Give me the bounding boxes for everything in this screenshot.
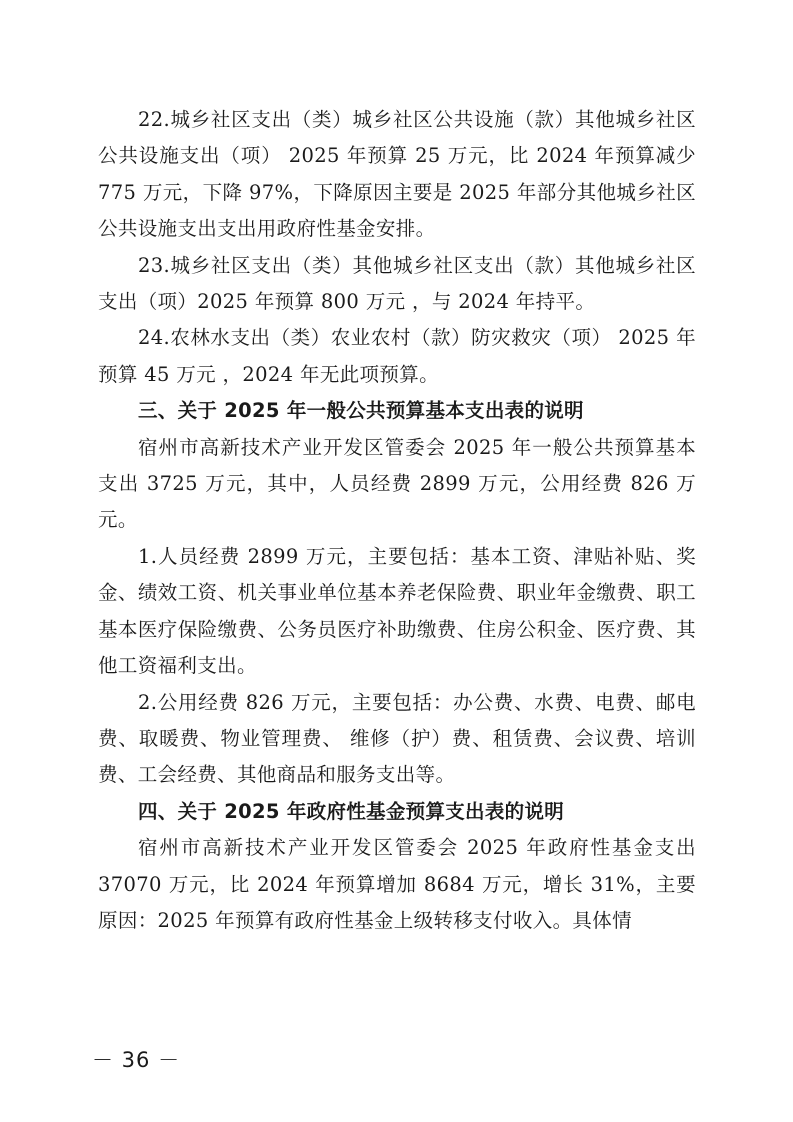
paragraph-22: 22.城乡社区支出（类）城乡社区公共设施（款）其他城乡社区公共设施支出（项） 2025 年预算 25 万元，比 2024 年预算减少 775 万元，下降 97%，下降原因主要是 2025 年部分其他城乡社区公共设施支出支出用政府性基金安排。 xyxy=(98,108,696,241)
paragraph-basic-expenditure: 宿州市高新技术产业开发区管委会 2025 年一般公共预算基本支出 3725 万元，其中，人员经费 2899 万元，公用经费 826 万元。 xyxy=(98,435,696,532)
paragraph-public-expenses: 2.公用经费 826 万元，主要包括：办公费、水费、电费、邮电费、取暖费、物业管理费、 维修（护）费、租赁费、会议费、培训费、工会经费、其他商品和服务支出等。 xyxy=(98,690,696,787)
section-heading-3: 三、关于 2025 年一般公共预算基本支出表的说明 xyxy=(138,399,584,423)
page-number: － 36 － xyxy=(92,1048,181,1072)
document-body xyxy=(98,102,696,939)
paragraph-24: 24.农林水支出（类）农业农村（款）防灾救灾（项） 2025 年预算 45 万元 ，2024 年无此项预算。 xyxy=(98,326,696,386)
paragraph-personnel-expenses: 1.人员经费 2899 万元，主要包括：基本工资、津贴补贴、奖金、绩效工资、机关事业单位基本养老保险费、职业年金缴费、职工基本医疗保险缴费、公务员医疗补助缴费、住房公积金、医疗费、其他工资福利支出。 xyxy=(98,544,696,678)
paragraph-23: 23.城乡社区支出（类）其他城乡社区支出（款）其他城乡社区支出（项）2025 年预算 800 万元 ，与 2024 年持平。 xyxy=(98,253,696,314)
paragraph-government-fund: 宿州市高新技术产业开发区管委会 2025 年政府性基金支出 37070 万元，比 2024 年预算增加 8684 万元，增长 31%，主要原因：2025 年预算有政府性基金上级转移支付收入。具体情 xyxy=(98,836,696,932)
section-heading-4: 四、关于 2025 年政府性基金预算支出表的说明 xyxy=(138,799,565,823)
